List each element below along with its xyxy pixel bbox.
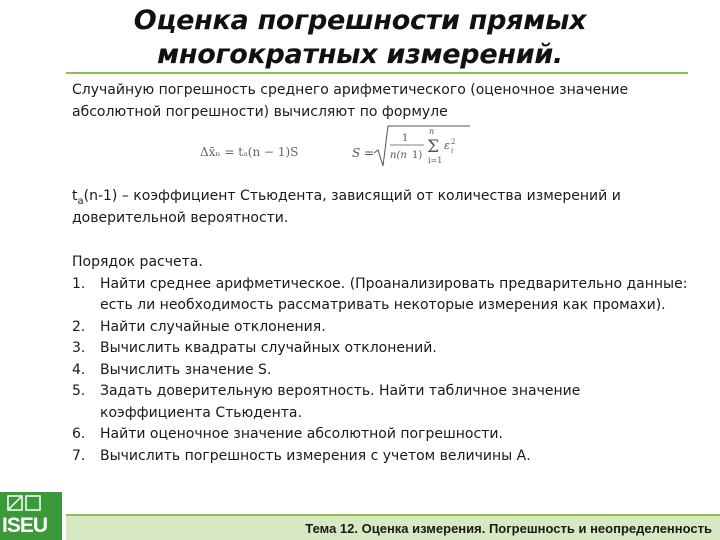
svg-text:2: 2	[451, 138, 456, 146]
formula-delta	[200, 120, 350, 180]
svg-text:n(n: n(n	[390, 150, 407, 161]
svg-text:ε: ε	[444, 139, 450, 152]
list-item: 1. Найти среднее арифметическое. (Проанализировать предварительно данные: есть ли необходимость рассматривать некоторые измерения как промахи).	[72, 275, 688, 313]
footer-bar	[66, 514, 720, 540]
formula-delta-text: Δx̄ₙ = tₐ(n − 1)S	[200, 145, 299, 159]
logo-emblem-icon	[0, 492, 62, 516]
svg-text:1): 1)	[412, 150, 423, 161]
list-item: 6. Найти оценочное значение абсолютной погрешности.	[72, 426, 503, 442]
list-item: 5. Задать доверительную вероятность. Найти табличное значение коэффициента Стьюдента.	[72, 383, 581, 421]
svg-text:1: 1	[402, 133, 409, 144]
svg-text:n: n	[429, 127, 435, 136]
list-item: 4. Вычислить значение S.	[72, 361, 272, 378]
student-coef-symbol: t	[72, 188, 78, 204]
formula-s-lhs: S =	[352, 146, 375, 160]
logo-text: ISEU	[2, 514, 48, 537]
svg-text:i: i	[451, 147, 454, 155]
student-coef-paragraph	[72, 186, 692, 229]
student-coef-text: (n-1) – коэффициент Стьюдента, зависящий от количества измерений и доверительной вероятности.	[72, 188, 621, 226]
iseu-logo	[0, 492, 62, 540]
svg-text:i=1: i=1	[428, 156, 443, 165]
list-item: 7. Вычислить погрешность измерения с учетом величины А.	[72, 447, 531, 464]
footer-text: Тема 12. Оценка измерения. Погрешность и неопределенность	[305, 521, 712, 536]
svg-text:Σ: Σ	[427, 137, 440, 157]
student-coef-subscript: a	[77, 195, 84, 207]
procedure-heading: Порядок расчета.	[72, 254, 203, 270]
procedure-steps	[72, 274, 692, 468]
procedure-section	[72, 252, 692, 467]
formula-s	[352, 120, 472, 180]
list-item: 3. Вычислить квадраты случайных отклонений.	[72, 340, 437, 356]
slide-title: Оценка погрешности прямых многократных измерений.	[133, 5, 587, 70]
intro-paragraph: Случайную погрешность среднего арифметического (оценочное значение абсолютной погрешности) вычисляют по формуле	[72, 82, 629, 120]
list-item: 2. Найти случайные отклонения.	[72, 318, 326, 335]
title-divider	[66, 72, 688, 74]
